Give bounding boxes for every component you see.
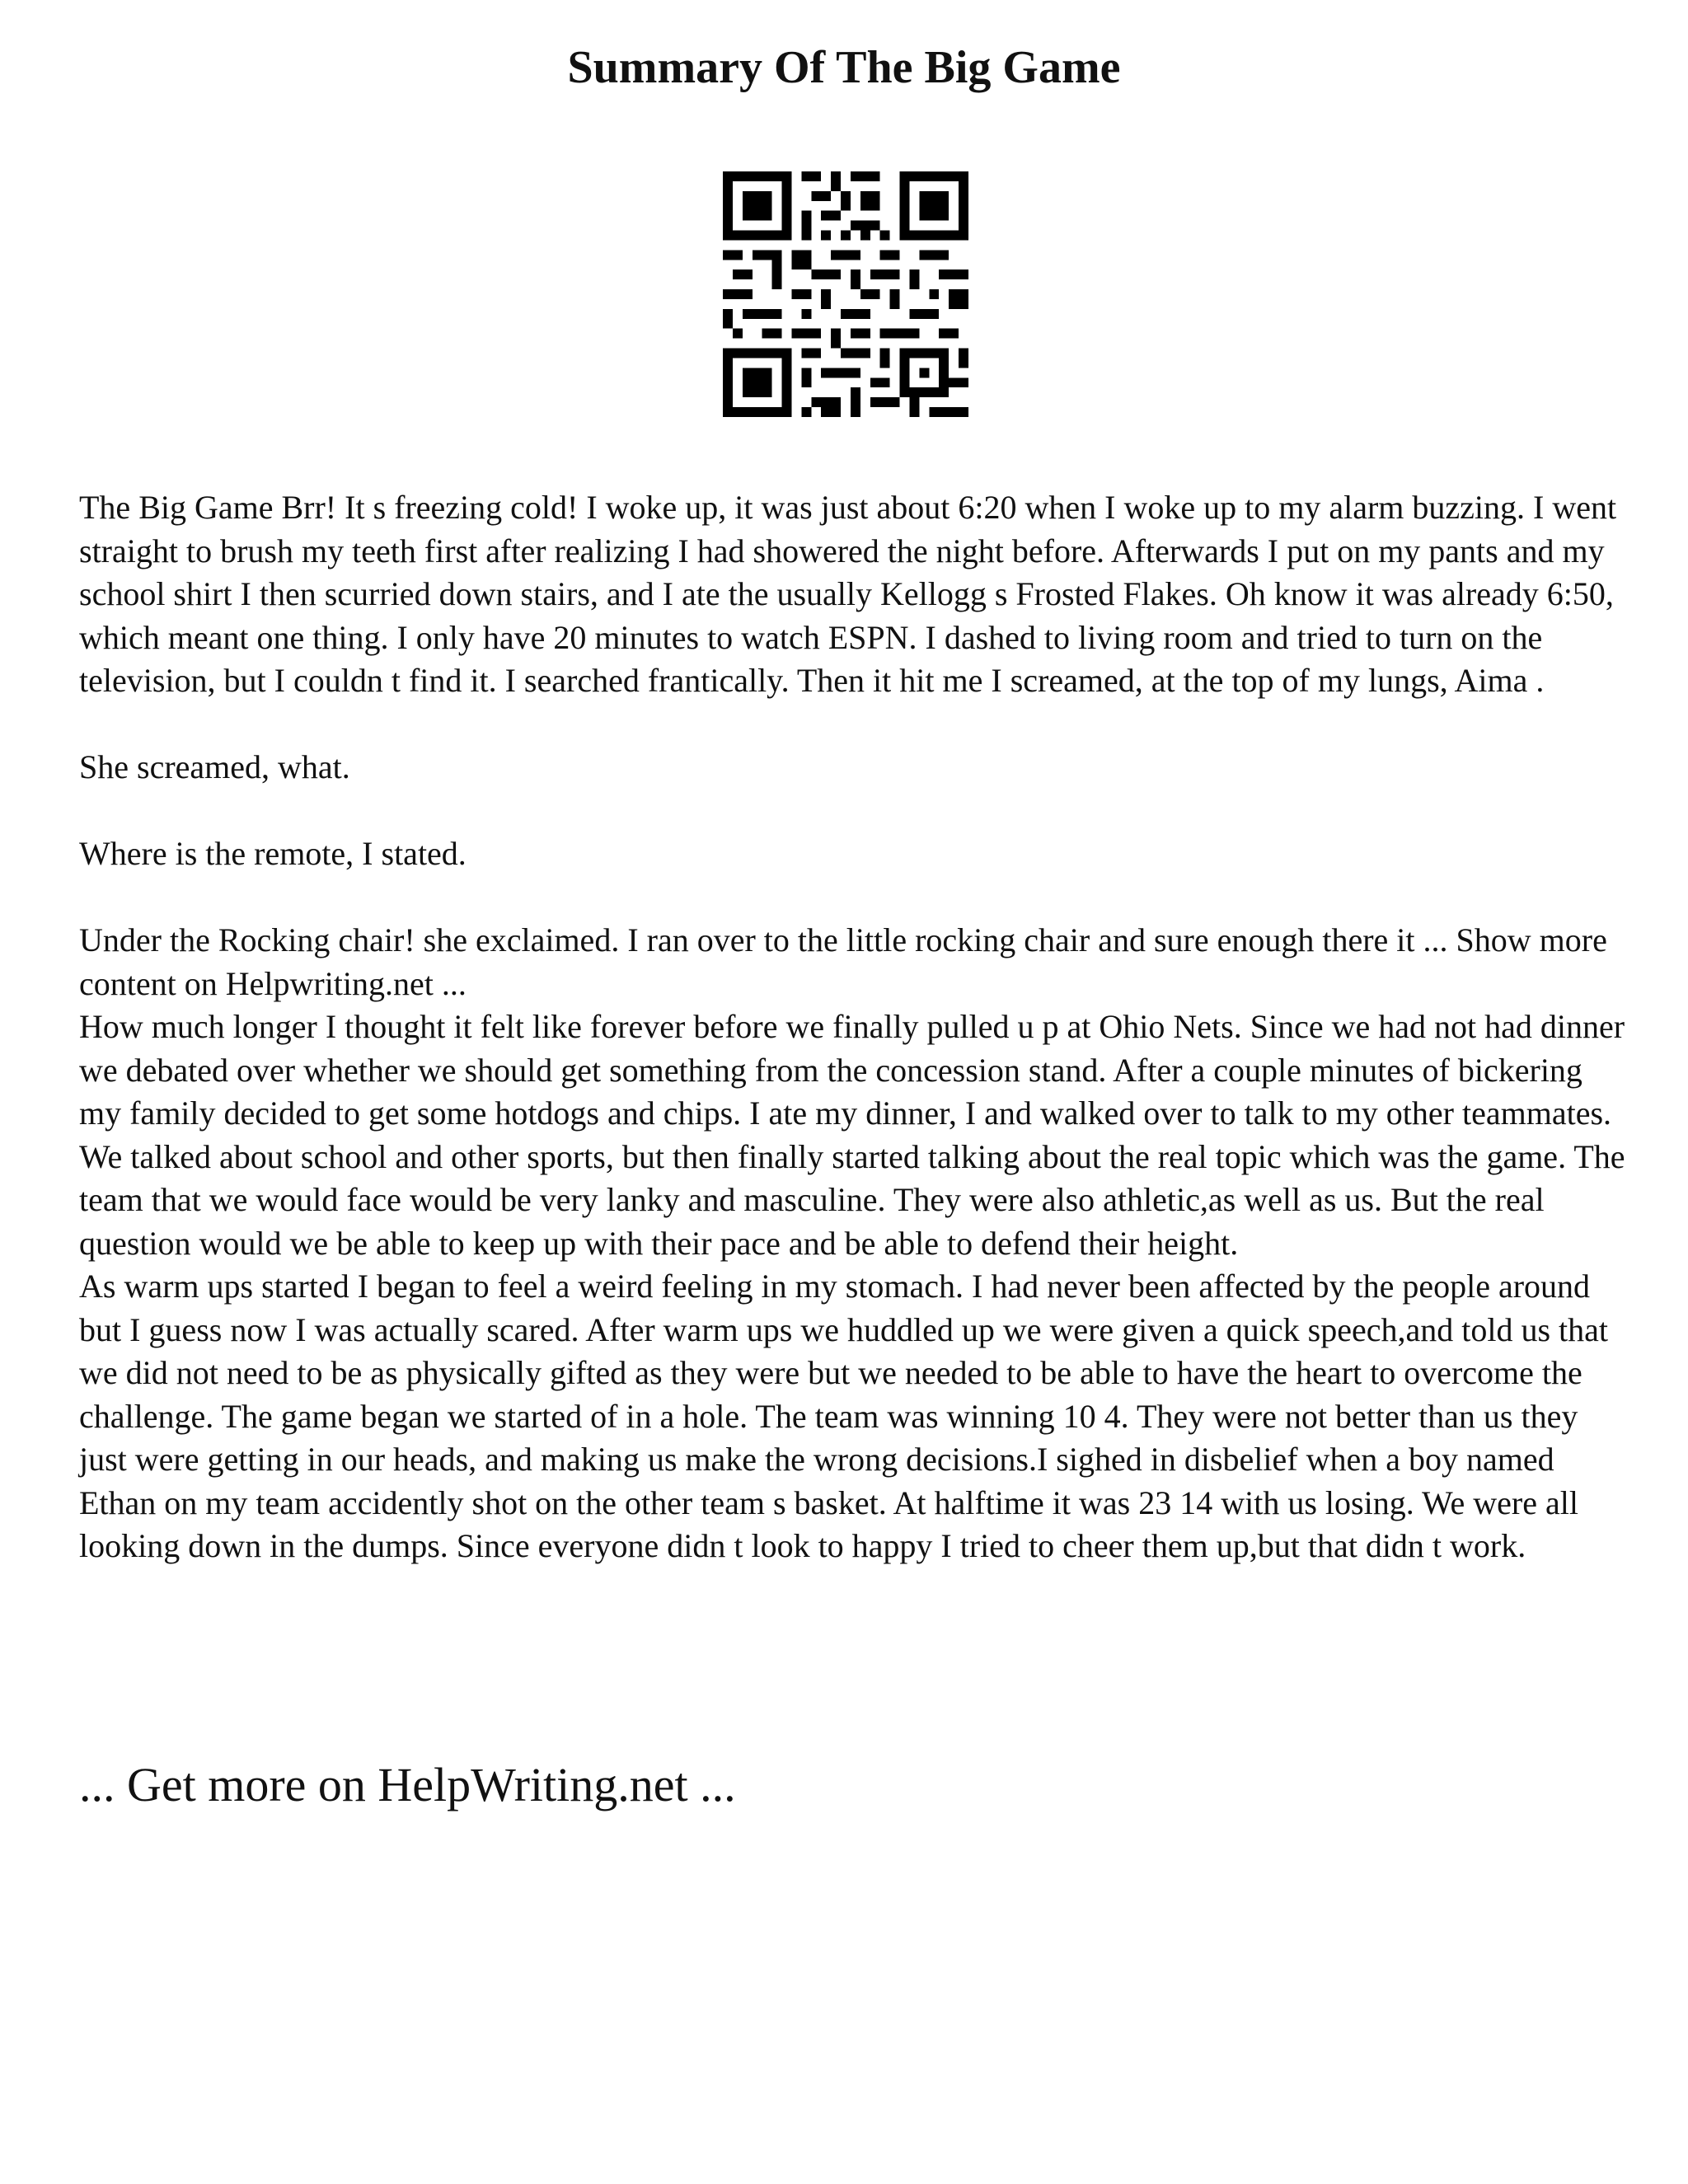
paragraph-5: How much longer I thought it felt like forever before we finally pulled u p at Ohio Nets. Since we had not had dinner we debated over whether we should get something from the concession stand. After a couple minutes of bickering my family decided to get some hotdogs and chips. I ate my dinner, I and walked over to talk to my other teammates. We talked about school and other sports, but then finally started talking about the real topic which was the game. The team that we would face would be very lanky and masculine. They were also athletic,as well as us. But the real question would we be able to keep up with their pace and be able to defend their height. [79, 1008, 1625, 1262]
paragraph-4: Under the Rocking chair! she exclaimed. I ran over to the little rocking chair and sure enough there it ... Show more content on Helpwriting.net ... [79, 921, 1607, 1002]
paragraph-1: The Big Game Brr! It s freezing cold! I woke up, it was just about 6:20 when I woke up to my alarm buzzing. I went straight to brush my teeth first after realizing I had showered the night before. Afterwards I put on my pants and my school shirt I then scurried down stairs, and I ate the usually Kellogg s Frosted Flakes. Oh know it was already 6:50, which meant one thing. I only have 20 minutes to watch ESPN. I dashed to living room and tried to turn on the television, but I couldn t find it. I searched frantically. Then it hit me I screamed, at the top of my lungs, Aima . [79, 489, 1617, 699]
qr-code-icon [723, 171, 968, 417]
paragraph-6: As warm ups started I began to feel a weird feeling in my stomach. I had never been affected by the people around but I guess now I was actually scared. After warm ups we huddled up we were given a quick speech,and told us that we did not need to be as physically gifted as they were but we needed to be able to have the heart to overcome the challenge. The game began we started of in a hole. The team was winning 10 4. They were not better than us they just were getting in our heads, and making us make the wrong decisions.I sighed in disbelief when a boy named Ethan on my team accidently shot on the other team s basket. At halftime it was 23 14 with us losing. We were all looking down in the dumps. Since everyone didn t look to happy I tried to cheer them up,but that didn t work. [79, 1268, 1609, 1564]
page-title: Summary Of The Big Game [567, 42, 1121, 93]
paragraph-2: She screamed, what. [79, 748, 350, 785]
paragraph-3: Where is the remote, I stated. [79, 835, 467, 872]
get-more-link[interactable]: ... Get more on HelpWriting.net ... [79, 1758, 736, 1811]
article-body [79, 486, 1629, 1568]
